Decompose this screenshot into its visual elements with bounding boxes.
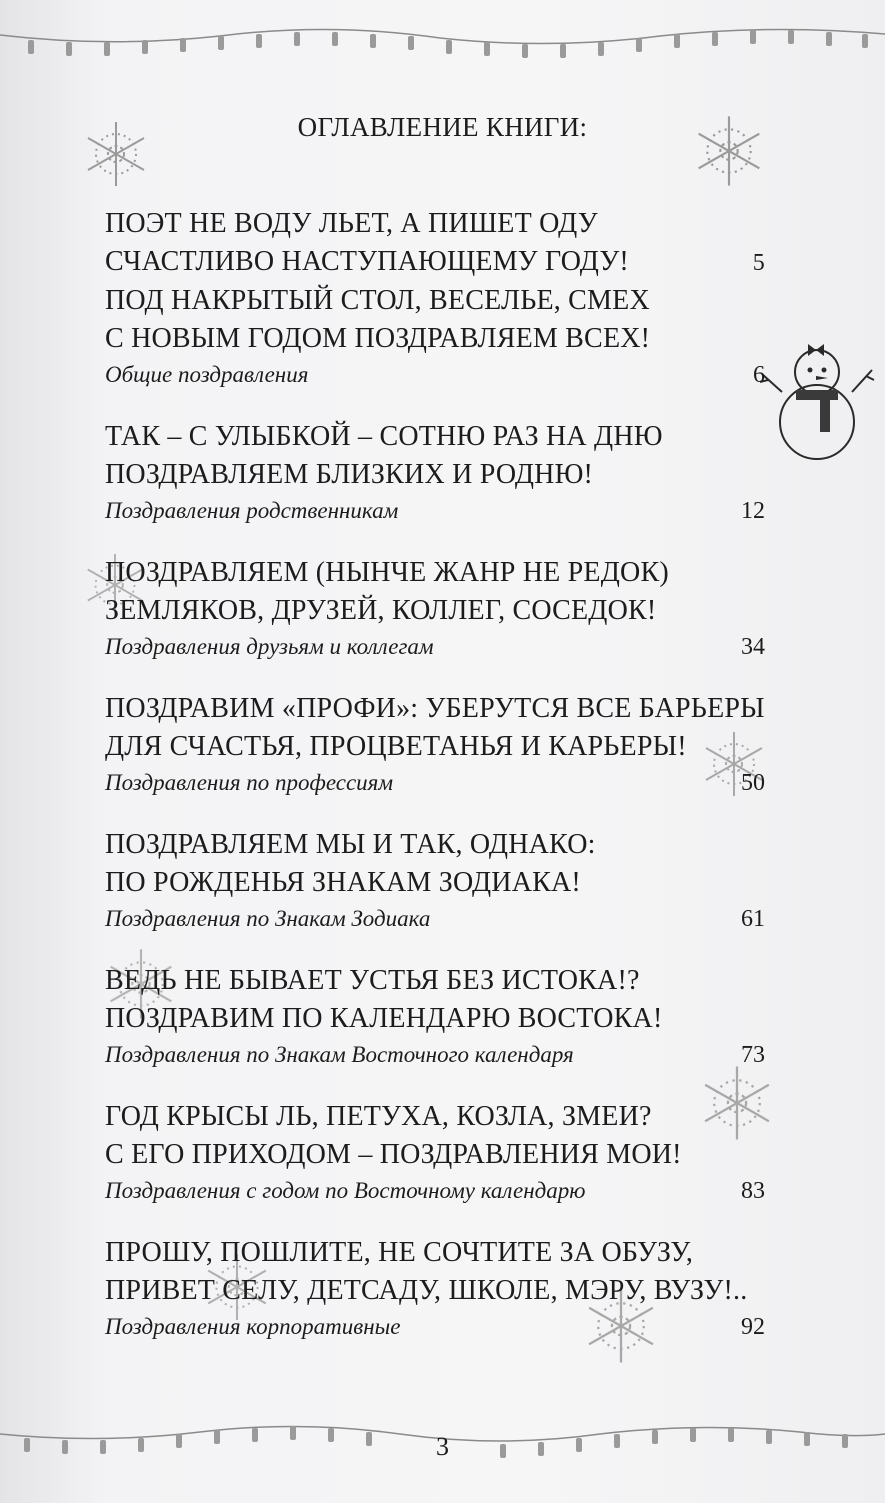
page-number: 73 (741, 1042, 765, 1068)
section-heading-line: ПОЭТ НЕ ВОДУ ЛЬЕТ, А ПИШЕТ ОДУ (105, 208, 598, 239)
section-heading-line: ПРОШУ, ПОШЛИТЕ, НЕ СОЧТИТЕ ЗА ОБУЗУ, (105, 1237, 694, 1268)
page-number: 61 (741, 906, 765, 932)
toc-section (105, 418, 765, 528)
section-heading-line: ПОЗДРАВИМ ПО КАЛЕНДАРЮ ВОСТОКА! (105, 1003, 663, 1034)
section-subtitle: Поздравления родственникам (105, 498, 399, 523)
toc-section (105, 205, 765, 392)
section-subtitle: Поздравления по Знакам Зодиака (105, 906, 431, 931)
section-heading-line: ПОД НАКРЫТЫЙ СТОЛ, ВЕСЕЛЬЕ, СМЕХ (105, 285, 650, 316)
section-subtitle: Поздравления с годом по Восточному календарю (105, 1178, 586, 1203)
section-heading-line: ГОД КРЫСЫ ЛЬ, ПЕТУХА, КОЗЛА, ЗМЕИ? (105, 1101, 652, 1132)
page-number: 6 (753, 362, 765, 388)
page-number: 34 (741, 634, 765, 660)
section-heading-line: СЧАСТЛИВО НАСТУПАЮЩЕМУ ГОДУ! (105, 246, 629, 277)
section-heading-line: ДЛЯ СЧАСТЬЯ, ПРОЦВЕТАНЬЯ И КАРЬЕРЫ! (105, 731, 687, 762)
snowflake-icon (80, 118, 152, 190)
section-heading-line: ПОЗДРАВЛЯЕМ БЛИЗКИХ И РОДНЮ! (105, 459, 594, 490)
toc-section (105, 826, 765, 936)
page-number: 92 (741, 1314, 765, 1340)
garland-top (0, 0, 885, 70)
toc-section (105, 690, 765, 800)
section-heading-line: ЗЕМЛЯКОВ, ДРУЗЕЙ, КОЛЛЕГ, СОСЕДОК! (105, 595, 657, 626)
toc-title: ОГЛАВЛЕНИЕ КНИГИ: (297, 112, 588, 142)
section-heading-line: ПРИВЕТ СЕЛУ, ДЕТСАДУ, ШКОЛЕ, МЭРУ, ВУЗУ!.. (105, 1275, 748, 1306)
section-subtitle: Общие поздравления (105, 362, 309, 387)
snowman-icon (758, 330, 876, 462)
toc-section (105, 1234, 765, 1344)
section-heading-line: ПОЗДРАВИМ «ПРОФИ»: УБЕРУТСЯ ВСЕ БАРЬЕРЫ (105, 693, 765, 724)
section-heading-line: ПО РОЖДЕНЬЯ ЗНАКАМ ЗОДИАКА! (105, 867, 581, 898)
section-heading-line: С НОВЫМ ГОДОМ ПОЗДРАВЛЯЕМ ВСЕХ! (105, 323, 651, 354)
snowflake-icon (690, 112, 768, 190)
toc-section (105, 554, 765, 664)
toc-section (105, 1098, 765, 1208)
section-heading-line: С ЕГО ПРИХОДОМ – ПОЗДРАВЛЕНИЯ МОИ! (105, 1139, 682, 1170)
section-heading-line: ВЕДЬ НЕ БЫВАЕТ УСТЬЯ БЕЗ ИСТОКА!? (105, 965, 640, 996)
section-heading-line: ПОЗДРАВЛЯЕМ МЫ И ТАК, ОДНАКО: (105, 829, 596, 860)
table-of-contents (105, 205, 765, 1370)
section-heading-line: ТАК – С УЛЫБКОЙ – СОТНЮ РАЗ НА ДНЮ (105, 421, 663, 452)
page-number: 12 (741, 498, 765, 524)
section-heading-line: ПОЗДРАВЛЯЕМ (НЫНЧЕ ЖАНР НЕ РЕДОК) (105, 557, 669, 588)
section-subtitle: Поздравления по Знакам Восточного календаря (105, 1042, 574, 1067)
page-number: 83 (741, 1178, 765, 1204)
section-subtitle: Поздравления друзьям и коллегам (105, 634, 434, 659)
section-subtitle: Поздравления корпоративные (105, 1314, 401, 1339)
toc-section (105, 962, 765, 1072)
page-number-footer: 3 (436, 1432, 449, 1461)
page-number: 50 (741, 770, 765, 796)
section-subtitle: Поздравления по профессиям (105, 770, 394, 795)
page-number: 5 (752, 250, 765, 276)
